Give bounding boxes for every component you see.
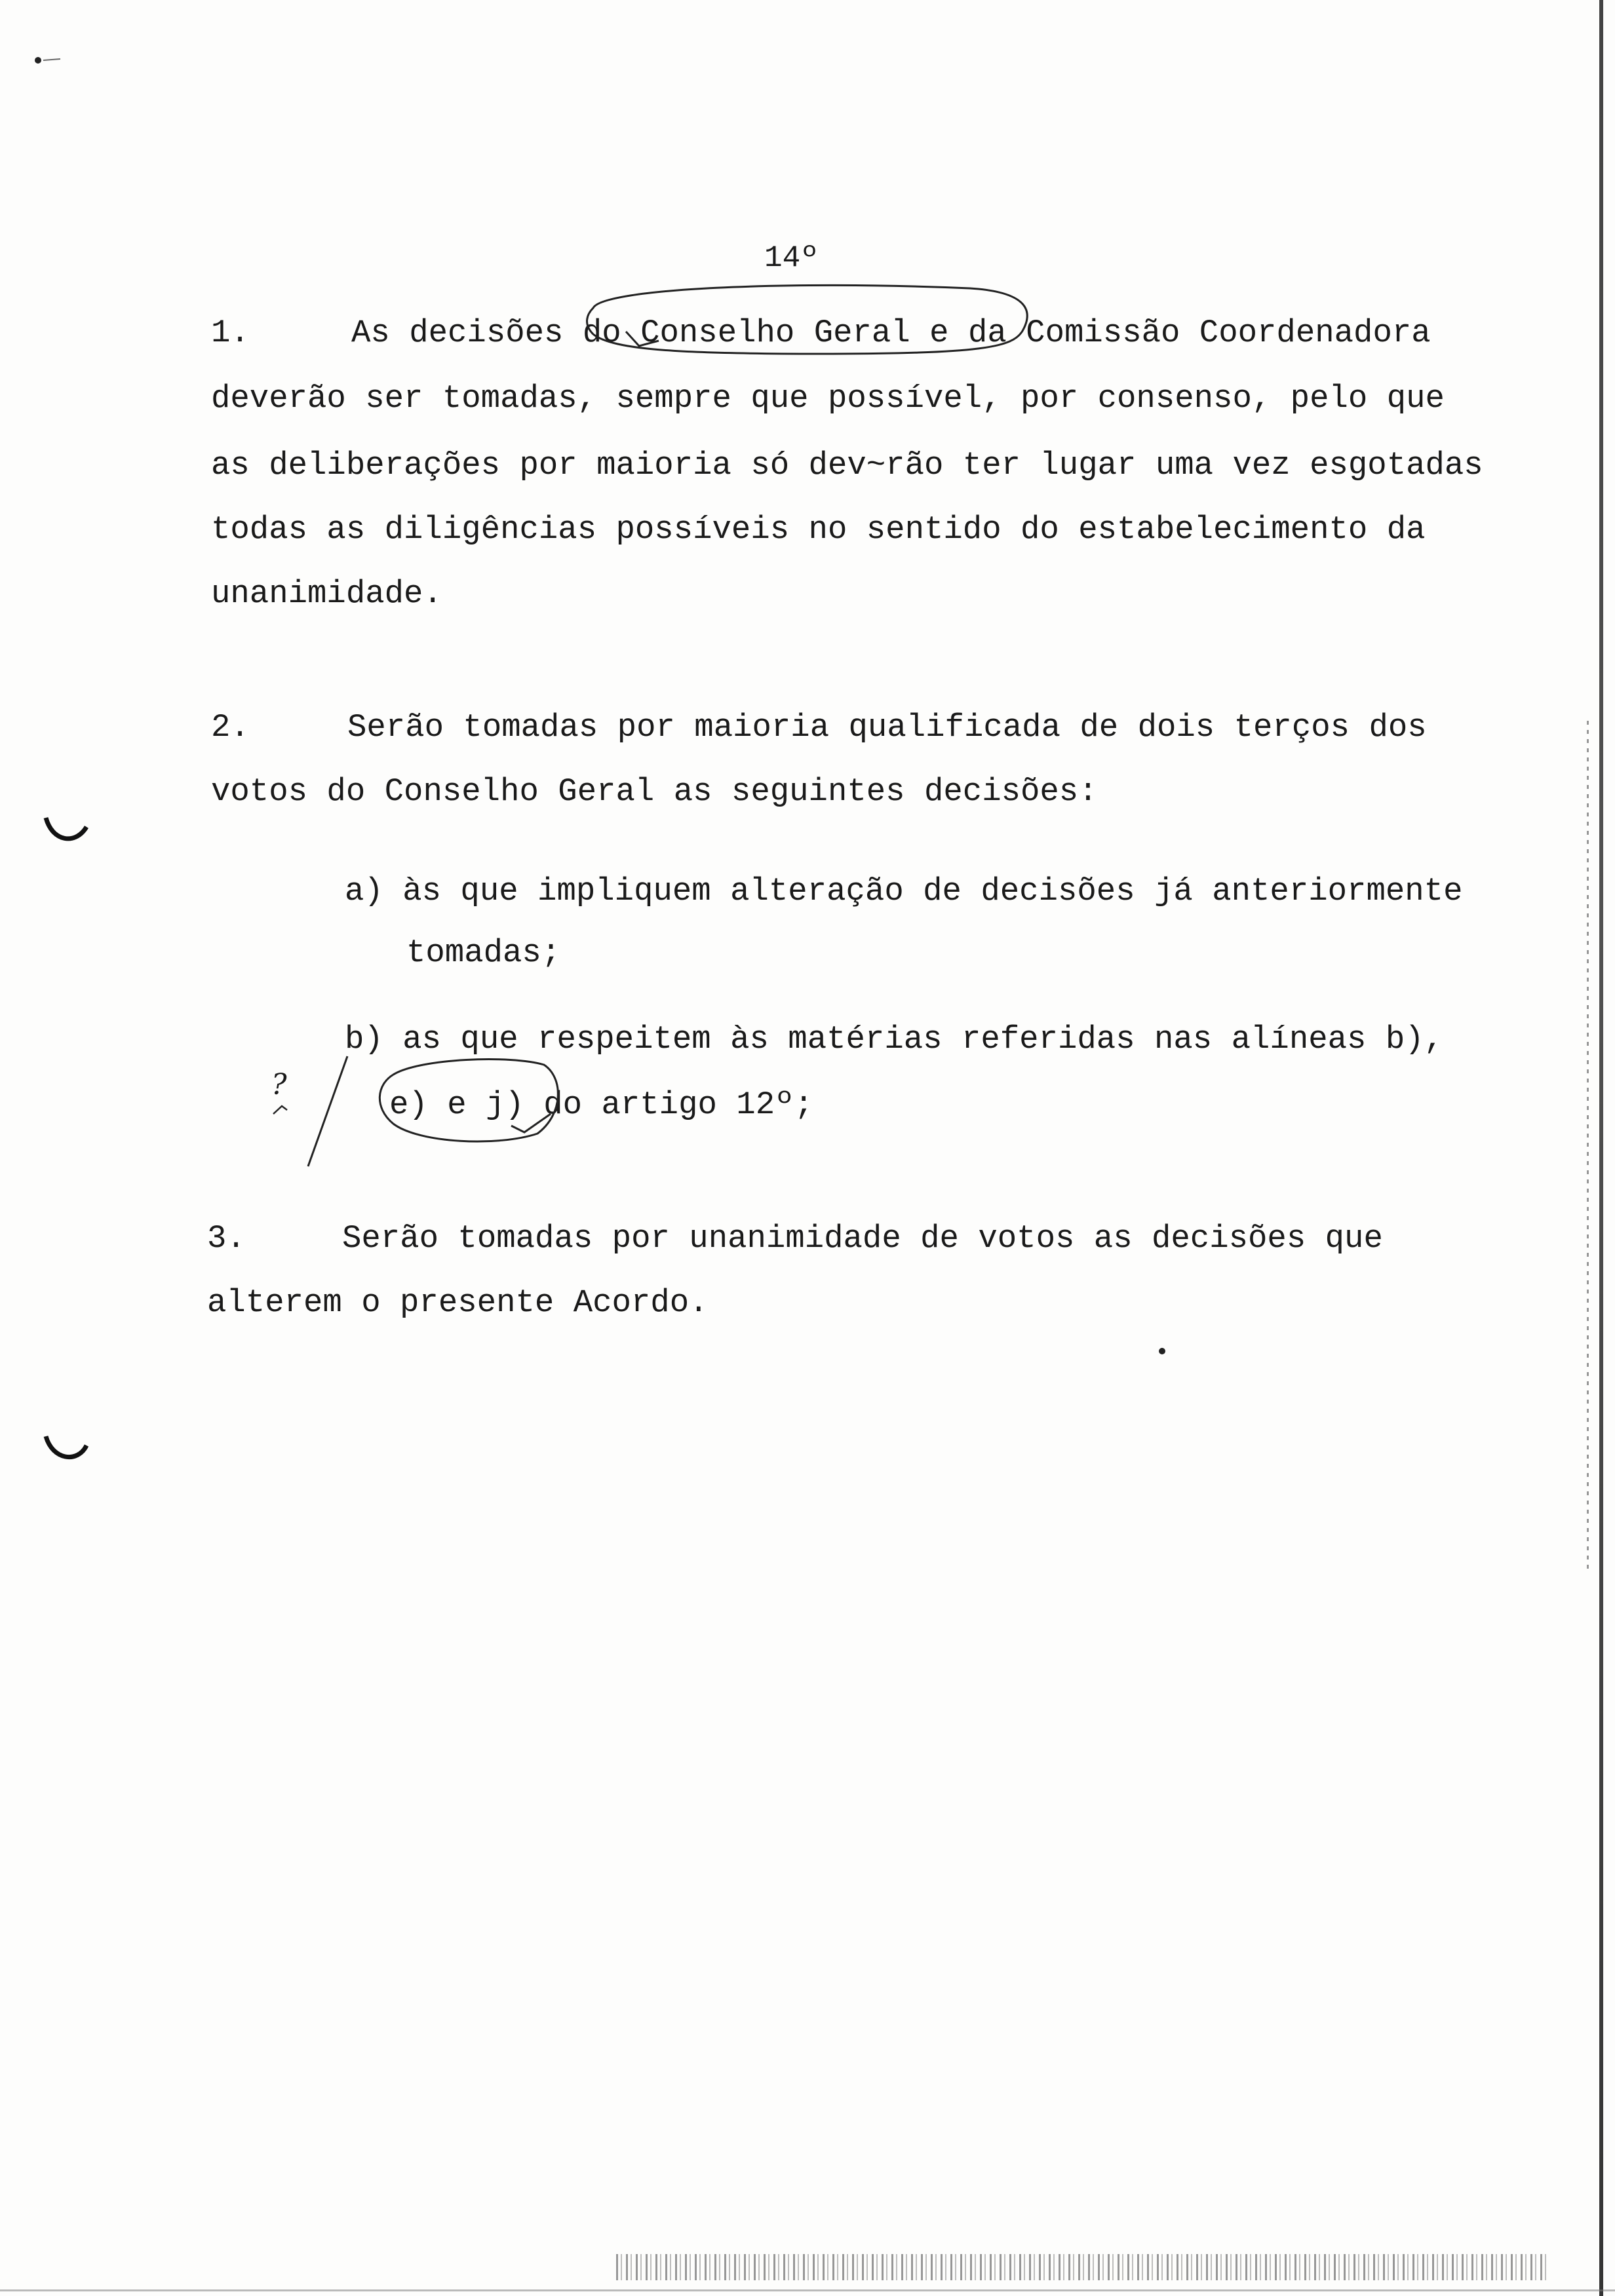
handwritten-question-mark: ? (271, 1068, 287, 1101)
item-a-line-2: tomadas; (406, 934, 561, 971)
speck-top-left (35, 57, 41, 64)
paragraph-3-line-1: Serão tomadas por unanimidade de votos as decisões que (342, 1220, 1383, 1257)
paragraph-1-number: 1. (211, 315, 250, 351)
annotation-slash (308, 1056, 347, 1166)
annotation-small-tick (273, 1106, 287, 1114)
scan-edge-dots (1587, 721, 1589, 1573)
scan-noise-bottom (616, 2254, 1547, 2280)
item-b-line-1: b) as que respeitem às matérias referidas nas alíneas b), (345, 1021, 1444, 1058)
item-a-line-1: a) às que impliquem alteração de decisões já anteriormente (345, 873, 1463, 909)
scan-edge-right (1599, 0, 1603, 2296)
paragraph-2-line-1: Serão tomadas por maioria qualificada de dois terços dos (347, 709, 1427, 746)
paragraph-1-line-2: deverão ser tomadas, sempre que possível, por consenso, pelo que (211, 380, 1445, 417)
paragraph-3-number: 3. (207, 1220, 246, 1257)
left-curve-mark-1 (46, 818, 87, 839)
paragraph-3-line-2: alterem o presente Acordo. (207, 1284, 709, 1321)
scan-edge-bottom (0, 2289, 1615, 2291)
paragraph-1-line-5: unanimidade. (211, 575, 442, 612)
paragraph-2-number: 2. (211, 709, 250, 746)
paragraph-1-line-3: as deliberações por maioria só dev~rão ter lugar uma vez esgotadas (211, 447, 1483, 484)
item-b-line-2: e) e j) do artigo 12º; (389, 1086, 813, 1123)
left-curve-mark-2 (46, 1436, 87, 1457)
paragraph-1-line-4: todas as diligências possíveis no sentido do estabelecimento da (211, 511, 1426, 548)
page-number: 14º (764, 241, 819, 275)
paragraph-1-line-1: As decisões do Conselho Geral e da Comissão Coordenadora (351, 315, 1431, 351)
paragraph-2-line-2: votos do Conselho Geral as seguintes decisões: (211, 773, 1098, 810)
